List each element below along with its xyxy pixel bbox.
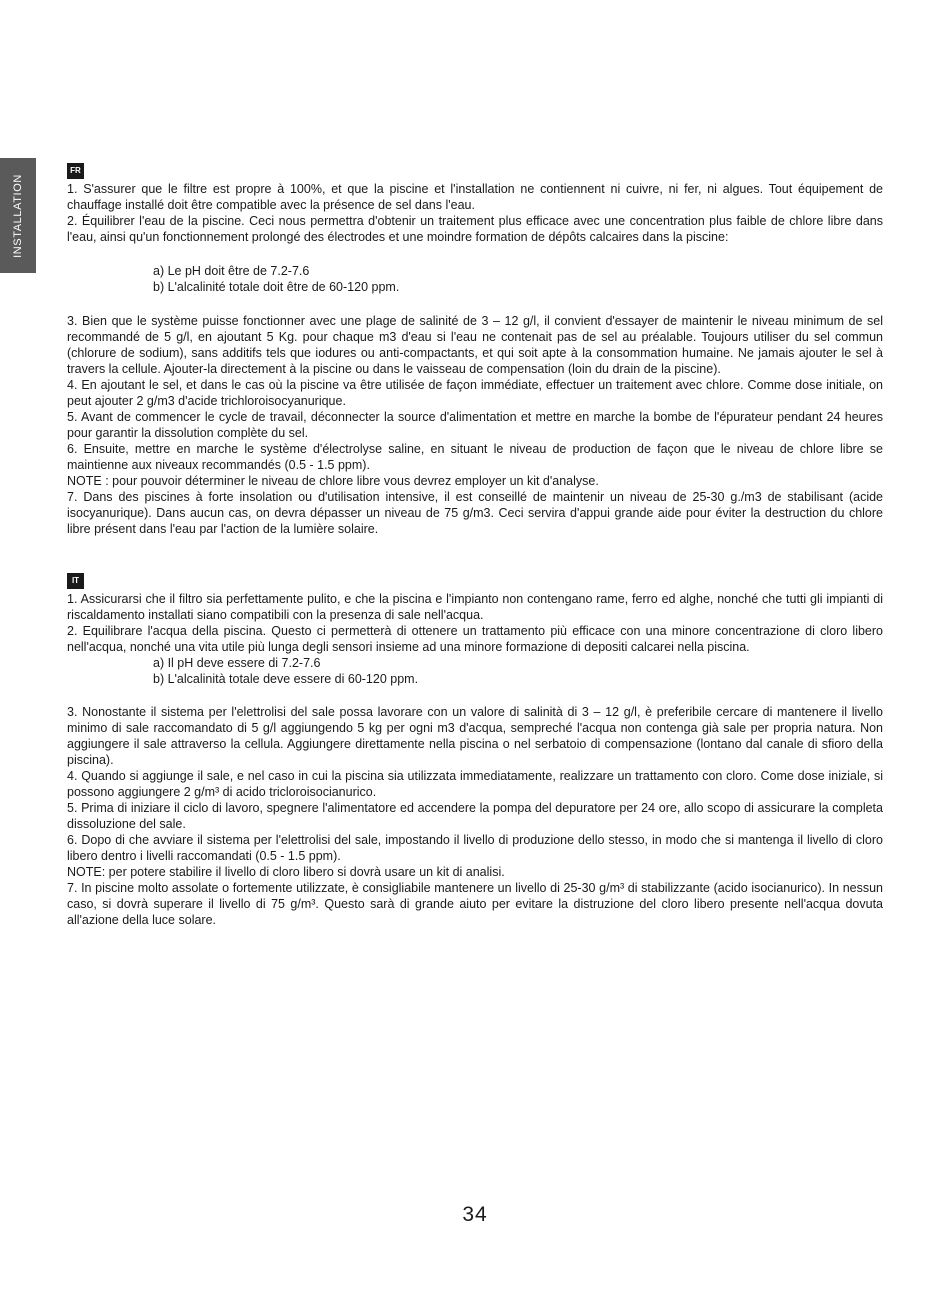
it-step-2: 2. Equilibrare l'acqua della piscina. Questo ci permetterà di ottenere un trattamento più efficace con una minore concentrazione di cloro libero nell'acqua, nonché una vita utile più lunga degli sensori insieme ad una minore formazione di depositi calcarei nella piscina. (67, 624, 883, 654)
fr-note: NOTE : pour pouvoir déterminer le niveau de chlore libre vous devrez employer un kit d'analyse. (67, 474, 599, 488)
side-tab-label: INSTALLATION (12, 173, 24, 258)
fr-step-5: 5. Avant de commencer le cycle de travail, déconnecter la source d'alimentation et mettre en marche la bombe de l'épurateur pendant 24 heures pour garantir la dissolution complète du sel. (67, 410, 883, 440)
it-step-4: 4. Quando si aggiunge il sale, e nel caso in cui la piscina sia utilizzata immediatamente, realizzare un trattamento con cloro. Come dose iniziale, si possono aggiungere 2 g/m³ di acido tricloroisocianurico. (67, 769, 883, 799)
fr-step-7: 7. Dans des piscines à forte insolation ou d'utilisation intensive, il est conseillé de maintenir un niveau de 25-30 g./m3 de stabilisant (acide isocyanurique). Dans aucun cas, on devra dépasser un niveau de 75 g/m3. Ceci servira d'appui grande aide pour éviter la destruction du chlore libre présent dans l'eau par l'action de la lumière solaire. (67, 490, 883, 536)
fr-step-6: 6. Ensuite, mettre en marche le système d'électrolyse saline, en situant le niveau de production de façon que le niveau de chlore libre se maintienne aux niveaux recommandés (0.5 - 1.5 ppm). (67, 442, 883, 472)
it-step-6: 6. Dopo di che avviare il sistema per l'elettrolisi del sale, impostando il livello di produzione dello stesso, in modo che si mantenga il livello di cloro libero dentro i livelli raccomandati (0.5 - 1.5 ppm). (67, 833, 883, 863)
it-step-3: 3. Nonostante il sistema per l'elettrolisi del sale possa lavorare con un valore di salinità di 3 – 12 g/l, è preferibile cercare di mantenere il livello minimo di sale raccomandato di 5 g/l aggiungendo 5 kg per ogni m3 d'acqua, sempreché l'acqua non contenga già sale per propria natura. Non aggiungere il sale attraverso la cellula. Aggiungere direttamente nella piscina o nel serbatoio di compensazione (lontano dal canale di sfioro della piscina). (67, 705, 883, 767)
it-step-5: 5. Prima di iniziare il ciclo di lavoro, spegnere l'alimentatore ed accendere la pompa del depuratore per 24 ore, allo scopo di assicurare la completa dissoluzione del sale. (67, 801, 883, 831)
fr-step-4: 4. En ajoutant le sel, et dans le cas où la piscine va être utilisée de façon immédiate, effectuer un traitement avec chlore. Comme dose initiale, on peut ajouter 2 g/m3 d'acide trichloroisocyanurique. (67, 378, 883, 408)
fr-ph-item: a) Le pH doit être de 7.2-7.6 (153, 264, 310, 278)
it-ph-item: a) Il pH deve essere di 7.2-7.6 (153, 656, 321, 670)
fr-water-balance-list (67, 263, 883, 295)
it-step-1: 1. Assicurarsi che il filtro sia perfettamente pulito, e che la piscina e l'impianto non contengano rame, ferro ed alghe, nonché che tutti gli impianti di riscaldamento installati siano compatibili con la presenza di sale nell'acqua. (67, 592, 883, 622)
it-water-balance-list (67, 655, 883, 687)
it-step-7: 7. In piscine molto assolate o fortemente utilizzate, è consigliabile mantenere un livello di 25-30 g/m³ di stabilizzante (acido isocianurico). In nessun caso, si dovrà superare il livello di 75 g/m³. Questo sarà di grande aiuto per evitare la distruzione del cloro libero presente nell'acqua dovuta all'azione della luce solare. (67, 881, 883, 927)
fr-step-2: 2. Équilibrer l'eau de la piscine. Ceci nous permettra d'obtenir un traitement plus efficace avec une concentration plus faible de chlore libre dans l'eau, ainsi qu'un fonctionnement prolongé des électrodes et une moindre formation de dépôts calcaires dans la piscine: (67, 214, 883, 244)
fr-step-3: 3. Bien que le système puisse fonctionner avec une plage de salinité de 3 – 12 g/l, il convient d'essayer de maintenir le niveau minimum de sel recommandé de 5 g/l, en ajoutant 5 Kg. pour chaque m3 d'eau si l'eau ne contenait pas de sel au préalable. Toujours utiliser du sel commun (chlorure de sodium), sans additifs tels que iodures ou anti-compactants, et qui soit apte à la consommation humaine. Ne jamais ajouter le sel à travers la cellule. Ajouter-la directement à la piscine ou dans le vaisseau de compensation (loin du drain de la piscine). (67, 314, 883, 376)
page-number: 34 (462, 1203, 488, 1226)
italian-section (67, 570, 883, 928)
it-alkalinity-item: b) L'alcalinità totale deve essere di 60-120 ppm. (153, 672, 419, 686)
french-section (67, 160, 883, 537)
fr-step-1: 1. S'assurer que le filtre est propre à 100%, et que la piscine et l'installation ne contiennent ni cuivre, ni fer, ni algues. Tout équipement de chauffage installé doit être compatible avec la présence de sel dans l'eau. (67, 182, 883, 212)
it-note: NOTE: per potere stabilire il livello di cloro libero si dovrà usare un kit di analisi. (67, 865, 505, 879)
language-badge-it: IT (67, 573, 84, 589)
installation-side-tab (0, 158, 36, 273)
fr-alkalinity-item: b) L'alcalinité totale doit être de 60-120 ppm. (153, 280, 400, 294)
language-badge-fr: FR (67, 163, 84, 179)
